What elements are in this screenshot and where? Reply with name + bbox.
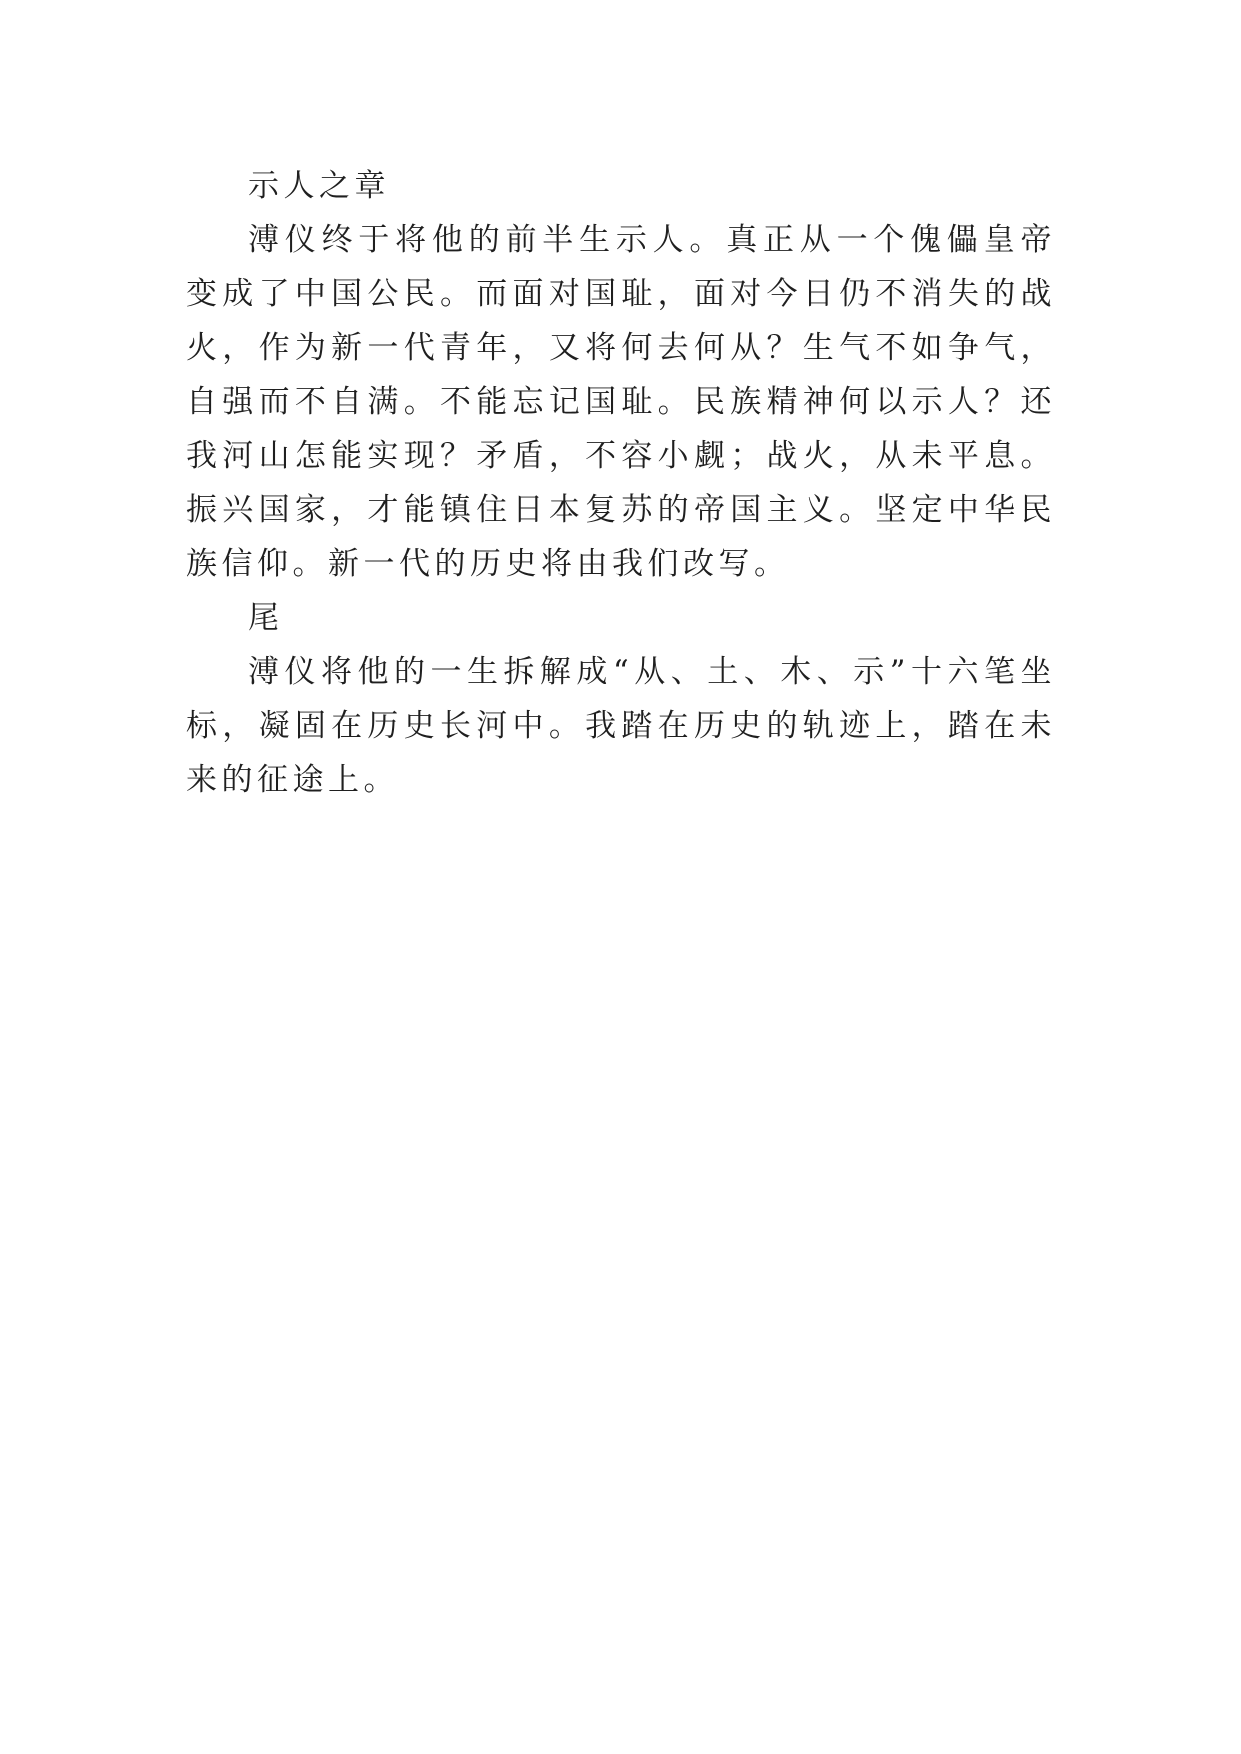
section-heading-shiren: 示人之章: [248, 168, 390, 204]
document-body: [186, 159, 1056, 807]
paragraph-wei-body: 溥仪将他的一生拆解成“从、土、木、示”十六笔坐标，凝固在历史长河中。我踏在历史的轨迹上，踏在未来的征途上。: [186, 654, 1056, 798]
section-heading-wei: 尾: [248, 600, 284, 636]
paragraph-shiren-body: 溥仪终于将他的前半生示人。真正从一个傀儡皇帝变成了中国公民。而面对国耻，面对今日仍不消失的战火，作为新一代青年，又将何去何从？生气不如争气，自强而不自满。不能忘记国耻。民族精神何以示人？还我河山怎能实现？矛盾，不容小觑；战火，从未平息。振兴国家，才能镇住日本复苏的帝国主义。坚定中华民族信仰。新一代的历史将由我们改写。: [186, 222, 1056, 582]
